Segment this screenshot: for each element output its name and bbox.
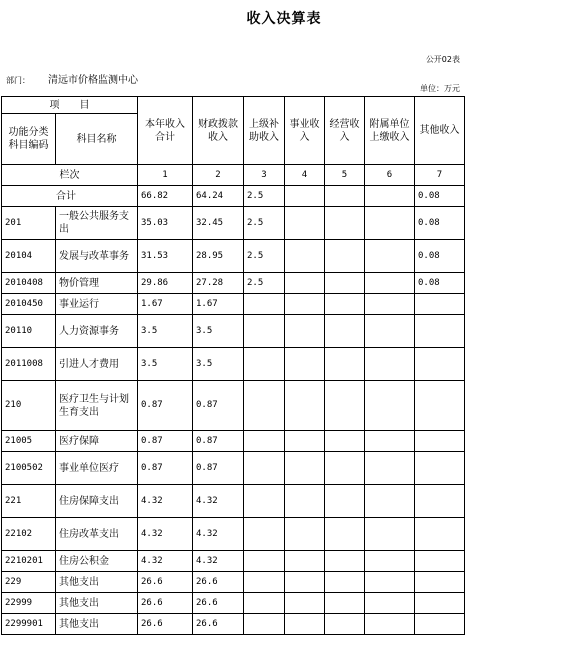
subject-name: 医疗卫生与计划生育支出 bbox=[56, 381, 138, 431]
value-cell: 0.08 bbox=[415, 273, 465, 294]
subject-code: 2100502 bbox=[2, 452, 56, 485]
value-cell bbox=[244, 614, 285, 635]
value-cell bbox=[244, 593, 285, 614]
value-cell: 3.5 bbox=[193, 348, 244, 381]
header-operating-revenue: 经营收入 bbox=[325, 97, 365, 165]
value-cell: 3.5 bbox=[138, 348, 193, 381]
subject-name: 其他支出 bbox=[56, 572, 138, 593]
value-cell: 0.08 bbox=[415, 207, 465, 240]
table-row bbox=[2, 593, 465, 614]
header-affiliated-unit-revenue: 附属单位上缴收入 bbox=[365, 97, 415, 165]
value-cell bbox=[325, 381, 365, 431]
value-cell bbox=[365, 294, 415, 315]
value-cell bbox=[365, 452, 415, 485]
value-cell bbox=[325, 518, 365, 551]
subject-code: 21005 bbox=[2, 431, 56, 452]
table-row bbox=[2, 381, 465, 431]
value-cell bbox=[285, 572, 325, 593]
value-cell: 64.24 bbox=[193, 186, 244, 207]
value-cell bbox=[285, 294, 325, 315]
value-cell bbox=[365, 381, 415, 431]
subject-code: 2299901 bbox=[2, 614, 56, 635]
value-cell: 0.87 bbox=[138, 431, 193, 452]
value-cell: 0.08 bbox=[415, 186, 465, 207]
value-cell: 66.82 bbox=[138, 186, 193, 207]
value-cell bbox=[325, 240, 365, 273]
value-cell: 28.95 bbox=[193, 240, 244, 273]
value-cell bbox=[285, 273, 325, 294]
value-cell bbox=[285, 348, 325, 381]
value-cell bbox=[285, 485, 325, 518]
column-index: 5 bbox=[325, 165, 365, 186]
table-row bbox=[2, 431, 465, 452]
department-name: 清远市价格监测中心 bbox=[48, 75, 138, 86]
table-row bbox=[2, 614, 465, 635]
value-cell bbox=[244, 551, 285, 572]
header-superior-subsidy: 上级补助收入 bbox=[244, 97, 285, 165]
header-other-revenue: 其他收入 bbox=[415, 97, 465, 165]
column-index: 4 bbox=[285, 165, 325, 186]
value-cell bbox=[365, 207, 415, 240]
subject-name: 发展与改革事务 bbox=[56, 240, 138, 273]
column-index: 1 bbox=[138, 165, 193, 186]
page-title: 收入决算表 bbox=[246, 11, 322, 27]
value-cell: 35.03 bbox=[138, 207, 193, 240]
value-cell bbox=[325, 207, 365, 240]
value-cell bbox=[365, 273, 415, 294]
value-cell: 29.86 bbox=[138, 273, 193, 294]
value-cell bbox=[244, 294, 285, 315]
header-function-code: 功能分类科目编码 bbox=[2, 114, 56, 165]
value-cell: 32.45 bbox=[193, 207, 244, 240]
subject-code: 20104 bbox=[2, 240, 56, 273]
value-cell: 4.32 bbox=[138, 485, 193, 518]
subject-code: 2010450 bbox=[2, 294, 56, 315]
column-index: 6 bbox=[365, 165, 415, 186]
value-cell bbox=[285, 614, 325, 635]
value-cell: 4.32 bbox=[193, 485, 244, 518]
value-cell bbox=[365, 572, 415, 593]
table-row bbox=[2, 315, 465, 348]
value-cell: 0.08 bbox=[415, 240, 465, 273]
value-cell bbox=[325, 551, 365, 572]
value-cell bbox=[244, 518, 285, 551]
subject-code: 201 bbox=[2, 207, 56, 240]
value-cell bbox=[244, 485, 285, 518]
header-fiscal-appropriation: 财政拨款收入 bbox=[193, 97, 244, 165]
subject-code: 22999 bbox=[2, 593, 56, 614]
value-cell: 2.5 bbox=[244, 186, 285, 207]
value-cell bbox=[365, 593, 415, 614]
value-cell bbox=[325, 186, 365, 207]
value-cell: 26.6 bbox=[138, 572, 193, 593]
table-row bbox=[2, 485, 465, 518]
total-label: 合计 bbox=[2, 186, 138, 207]
value-cell bbox=[325, 593, 365, 614]
subject-name: 住房公积金 bbox=[56, 551, 138, 572]
subject-name: 住房改革支出 bbox=[56, 518, 138, 551]
value-cell bbox=[325, 452, 365, 485]
table-row bbox=[2, 572, 465, 593]
table-row bbox=[2, 240, 465, 273]
value-cell bbox=[325, 348, 365, 381]
value-cell: 0.87 bbox=[193, 452, 244, 485]
value-cell: 31.53 bbox=[138, 240, 193, 273]
value-cell bbox=[365, 551, 415, 572]
value-cell: 4.32 bbox=[138, 551, 193, 572]
value-cell bbox=[325, 431, 365, 452]
value-cell bbox=[365, 315, 415, 348]
value-cell bbox=[285, 381, 325, 431]
value-cell bbox=[244, 315, 285, 348]
total-row bbox=[2, 186, 465, 207]
subject-name: 人力资源事务 bbox=[56, 315, 138, 348]
value-cell bbox=[285, 186, 325, 207]
subject-name: 其他支出 bbox=[56, 593, 138, 614]
value-cell bbox=[415, 348, 465, 381]
subject-name: 事业单位医疗 bbox=[56, 452, 138, 485]
subject-name: 引进人才费用 bbox=[56, 348, 138, 381]
value-cell: 26.6 bbox=[138, 593, 193, 614]
value-cell: 2.5 bbox=[244, 273, 285, 294]
column-index: 7 bbox=[415, 165, 465, 186]
value-cell bbox=[415, 485, 465, 518]
value-cell: 26.6 bbox=[193, 593, 244, 614]
value-cell: 0.87 bbox=[193, 381, 244, 431]
header-total-revenue: 本年收入合计 bbox=[138, 97, 193, 165]
value-cell bbox=[415, 315, 465, 348]
value-cell bbox=[325, 273, 365, 294]
subject-name: 医疗保障 bbox=[56, 431, 138, 452]
value-cell bbox=[365, 186, 415, 207]
subject-code: 221 bbox=[2, 485, 56, 518]
value-cell: 27.28 bbox=[193, 273, 244, 294]
value-cell bbox=[365, 518, 415, 551]
value-cell bbox=[244, 431, 285, 452]
subject-name: 住房保障支出 bbox=[56, 485, 138, 518]
header-item: 项 目 bbox=[2, 97, 138, 114]
table-row bbox=[2, 207, 465, 240]
value-cell bbox=[285, 431, 325, 452]
value-cell: 4.32 bbox=[138, 518, 193, 551]
value-cell bbox=[415, 593, 465, 614]
table-row bbox=[2, 294, 465, 315]
subject-name: 物价管理 bbox=[56, 273, 138, 294]
value-cell: 3.5 bbox=[138, 315, 193, 348]
value-cell: 26.6 bbox=[193, 614, 244, 635]
table-row bbox=[2, 551, 465, 572]
table-row bbox=[2, 273, 465, 294]
value-cell bbox=[285, 551, 325, 572]
form-number: 公开02表 bbox=[425, 55, 460, 64]
value-cell bbox=[325, 485, 365, 518]
value-cell: 4.32 bbox=[193, 518, 244, 551]
value-cell: 0.87 bbox=[138, 452, 193, 485]
subject-name: 事业运行 bbox=[56, 294, 138, 315]
header-business-revenue: 事业收入 bbox=[285, 97, 325, 165]
value-cell: 2.5 bbox=[244, 207, 285, 240]
value-cell bbox=[365, 614, 415, 635]
value-cell bbox=[285, 593, 325, 614]
value-cell bbox=[415, 381, 465, 431]
value-cell bbox=[325, 614, 365, 635]
value-cell bbox=[365, 485, 415, 518]
subject-code: 2210201 bbox=[2, 551, 56, 572]
value-cell: 1.67 bbox=[193, 294, 244, 315]
department-line bbox=[6, 71, 138, 86]
value-cell bbox=[285, 240, 325, 273]
value-cell: 1.67 bbox=[138, 294, 193, 315]
value-cell bbox=[415, 294, 465, 315]
subject-code: 20110 bbox=[2, 315, 56, 348]
header-subject-name: 科目名称 bbox=[56, 114, 138, 165]
value-cell bbox=[285, 518, 325, 551]
value-cell bbox=[415, 518, 465, 551]
value-cell: 4.32 bbox=[193, 551, 244, 572]
value-cell: 2.5 bbox=[244, 240, 285, 273]
value-cell bbox=[365, 240, 415, 273]
department-label: 部门： bbox=[6, 76, 30, 85]
value-cell bbox=[325, 315, 365, 348]
subject-code: 2011008 bbox=[2, 348, 56, 381]
subject-code: 2010408 bbox=[2, 273, 56, 294]
value-cell: 26.6 bbox=[193, 572, 244, 593]
subject-code: 210 bbox=[2, 381, 56, 431]
value-cell: 0.87 bbox=[193, 431, 244, 452]
value-cell bbox=[244, 572, 285, 593]
value-cell bbox=[244, 452, 285, 485]
value-cell bbox=[365, 348, 415, 381]
value-cell bbox=[415, 431, 465, 452]
subject-code: 22102 bbox=[2, 518, 56, 551]
value-cell bbox=[285, 315, 325, 348]
value-cell bbox=[365, 431, 415, 452]
value-cell bbox=[244, 348, 285, 381]
revenue-table bbox=[1, 96, 465, 635]
subject-code: 229 bbox=[2, 572, 56, 593]
table-row bbox=[2, 452, 465, 485]
value-cell bbox=[415, 551, 465, 572]
subject-name: 一般公共服务支出 bbox=[56, 207, 138, 240]
column-index: 3 bbox=[244, 165, 285, 186]
value-cell bbox=[415, 614, 465, 635]
column-index: 2 bbox=[193, 165, 244, 186]
value-cell bbox=[244, 381, 285, 431]
value-cell bbox=[325, 294, 365, 315]
value-cell: 3.5 bbox=[193, 315, 244, 348]
value-cell bbox=[325, 572, 365, 593]
value-cell bbox=[285, 452, 325, 485]
value-cell bbox=[415, 572, 465, 593]
value-cell bbox=[415, 452, 465, 485]
subject-name: 其他支出 bbox=[56, 614, 138, 635]
unit-label: 单位：万元 bbox=[420, 84, 460, 93]
value-cell bbox=[285, 207, 325, 240]
value-cell: 26.6 bbox=[138, 614, 193, 635]
value-cell: 0.87 bbox=[138, 381, 193, 431]
table-row bbox=[2, 348, 465, 381]
header-column-index-label: 栏次 bbox=[2, 165, 138, 186]
table-row bbox=[2, 518, 465, 551]
